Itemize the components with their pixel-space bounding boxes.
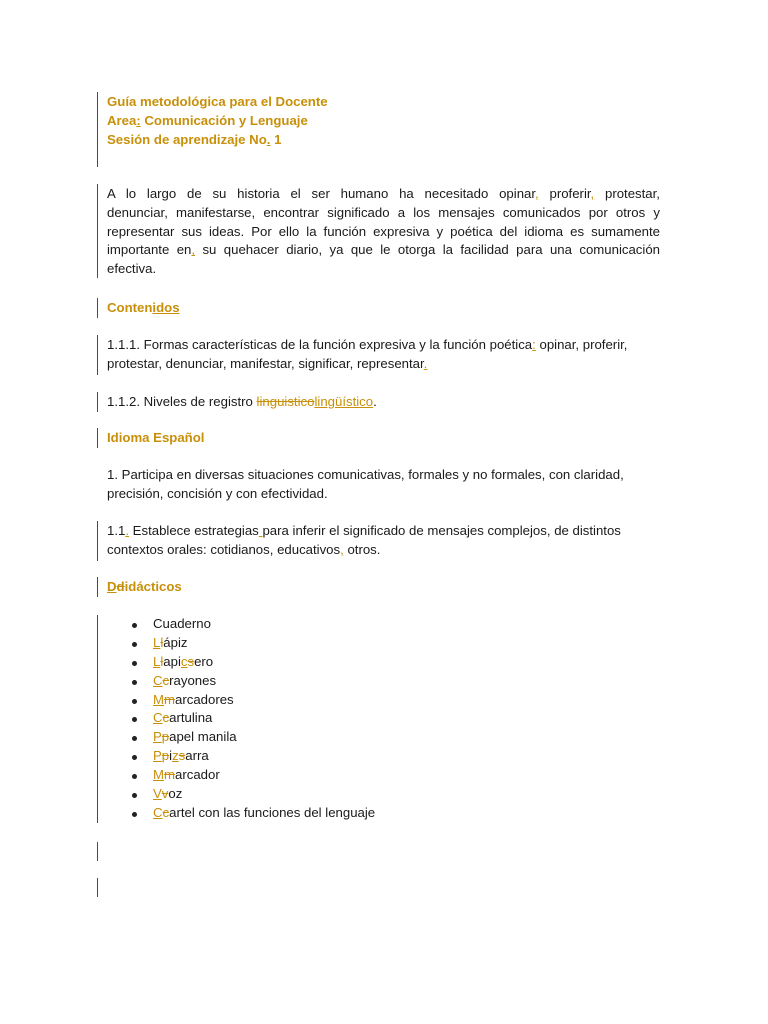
content-item-1-1-1: 1.1.1. Formas características de la función expresiva y la función poética: opinar, proferir, protestar, denunciar, manifestar, significar, representar. [107,337,628,371]
list-item: Llápiz [107,634,375,653]
list-item: Ppizsarra [107,747,375,766]
intro-paragraph: A lo largo de su historia el ser humano ha necesitado opinar, proferir, protestar, denunciar, manifestarse, encontrar significado a los mensajes comunicados por otros y representar sus ideas. Por ello la función expresiva y poética del idioma es sumamente importante en, su quehacer diario, ya que le otorga la facilidad para una comunicación efectiva. [107,186,661,277]
change-bar [97,521,98,561]
change-bar [97,184,98,278]
list-item: Cuaderno [107,615,375,634]
bullet-icon [132,774,137,779]
change-bar [97,92,98,167]
change-bar [97,298,98,318]
change-bar [97,615,98,823]
bullet-icon [132,736,137,741]
list-item: Ccartel con las funciones del lenguaje [107,804,375,823]
materials-list [107,615,375,823]
bullet-icon [132,661,137,666]
header-session: Sesión de aprendizaje No. 1 [107,131,282,147]
change-bar [97,842,98,861]
indicador-1-1: 1.1. Establece estrategias para inferir el significado de mensajes complejos, de distintos contextos orales: cotidianos, educativos, otros. [107,523,621,557]
bullet-icon [132,812,137,817]
list-item: Llapicsero [107,653,375,672]
bullet-icon [132,623,137,628]
bullet-icon [132,680,137,685]
deleted-text: linguistico [256,394,315,409]
idioma-heading: Idioma Español [107,430,205,445]
list-item: Ccrayones [107,672,375,691]
bullet-icon [132,793,137,798]
content-item-1-1-2: 1.1.2. Niveles de registro linguisticolingüístico. [107,394,377,409]
change-bar [97,428,98,448]
document-header [107,93,328,149]
competencia-1: 1. Participa en diversas situaciones comunicativas, formales y no formales, con claridad, precisión, concisión y con efectividad. [107,467,624,501]
list-item: Ppapel manila [107,728,375,747]
inserted-text: lingüístico [314,394,374,409]
list-item: Mmarcadores [107,691,375,710]
header-title: Guía metodológica para el Docente [107,94,328,109]
bullet-icon [132,699,137,704]
header-area: Area: Comunicación y Lenguaje [107,112,308,128]
change-bar [97,335,98,375]
didacticos-heading: Ddidácticos [107,579,182,594]
change-bar [97,392,98,412]
change-bar [97,878,98,897]
change-bar [97,577,98,597]
list-item: Ccartulina [107,709,375,728]
contenidos-heading: Contenidos [107,300,180,315]
list-item: Vvoz [107,785,375,804]
bullet-icon [132,755,137,760]
bullet-icon [132,642,137,647]
bullet-icon [132,717,137,722]
list-item: Mmarcador [107,766,375,785]
